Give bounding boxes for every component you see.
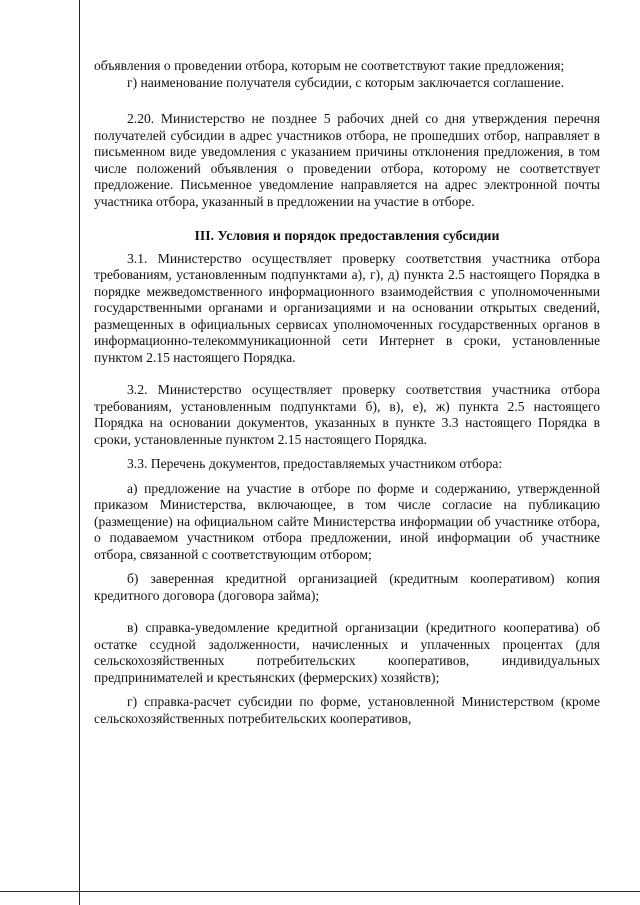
- paragraph-3-3: 3.3. Перечень документов, предоставляемых участником отбора:: [127, 456, 503, 471]
- list-item-a: а) предложение на участие в отборе по форме и содержанию, утвержденной приказом Министерства, включающее, в том числе согласие на публикацию (размещение) на официальном сайте Министерства информации об участнике отбора, о подаваемом участником отбора предложении, иной информации об участнике отбора, связанной с соответствующим отбором;: [94, 480, 600, 562]
- paragraph-item-g: г) наименование получателя субсидии, с которым заключается соглашение.: [127, 74, 564, 90]
- list-item-b: б) заверенная кредитной организацией (кредитным кооперативом) копия кредитного договора (договора займа);: [94, 571, 600, 603]
- list-item-v: в) справка-уведомление кредитной организации (кредитного кооператива) об остатке ссудной задолженности, начисленных и уплаченных процентах (для сельскохозяйственных потребительских кооперативов, индивидуальных предпринимателей и крестьянских (фермерских) хозяйств);: [94, 620, 600, 685]
- paragraph-continuation: объявления о проведении отбора, которым не соответствуют такие предложения;: [94, 58, 565, 73]
- document-body: [94, 58, 600, 727]
- paragraph-3-2: 3.2. Министерство осуществляет проверку соответствия участника отбора требованиям, установленным подпунктами б), в), е), ж) пункта 2.5 настоящего Порядка на основании документов, указанных в пункте 3.3 настоящего Порядка в сроки, установленные пунктом 2.15 настоящего Порядка.: [94, 382, 600, 447]
- section-heading: III. Условия и порядок предоставления субсидии: [194, 228, 500, 243]
- paragraph-3-1: 3.1. Министерство осуществляет проверку соответствия участника отбора требованиям, установленным подпунктами а), г), д) пункта 2.5 настоящего Порядка в порядке межведомственного информационного взаимодействия с уполномоченными государственными органами и организациями и на основании открытых сведений, размещенных в официальных сервисах уполномоченных государственных органов в информационно-телекоммуникационной сети Интернет в сроки, установленные пунктом 2.15 настоящего Порядка.: [94, 250, 600, 365]
- list-item-g: г) справка-расчет субсидии по форме, установленной Министерством (кроме сельскохозяйственных потребительских кооперативов,: [94, 694, 600, 726]
- bottom-edge-line: [0, 891, 640, 892]
- paragraph-2-20: 2.20. Министерство не позднее 5 рабочих дней со дня утверждения перечня получателей субсидии в адрес участников отбора, не прошедших отбор, направляет в письменном виде уведомления с указанием причины отклонения предложения, в том числе положений объявления о проведении отбора, которому не соответствует предложение. Письменное уведомление направляется на адрес электронной почты участника отбора, указанный в предложении на участие в отборе.: [94, 111, 600, 209]
- left-margin-line: [79, 0, 80, 905]
